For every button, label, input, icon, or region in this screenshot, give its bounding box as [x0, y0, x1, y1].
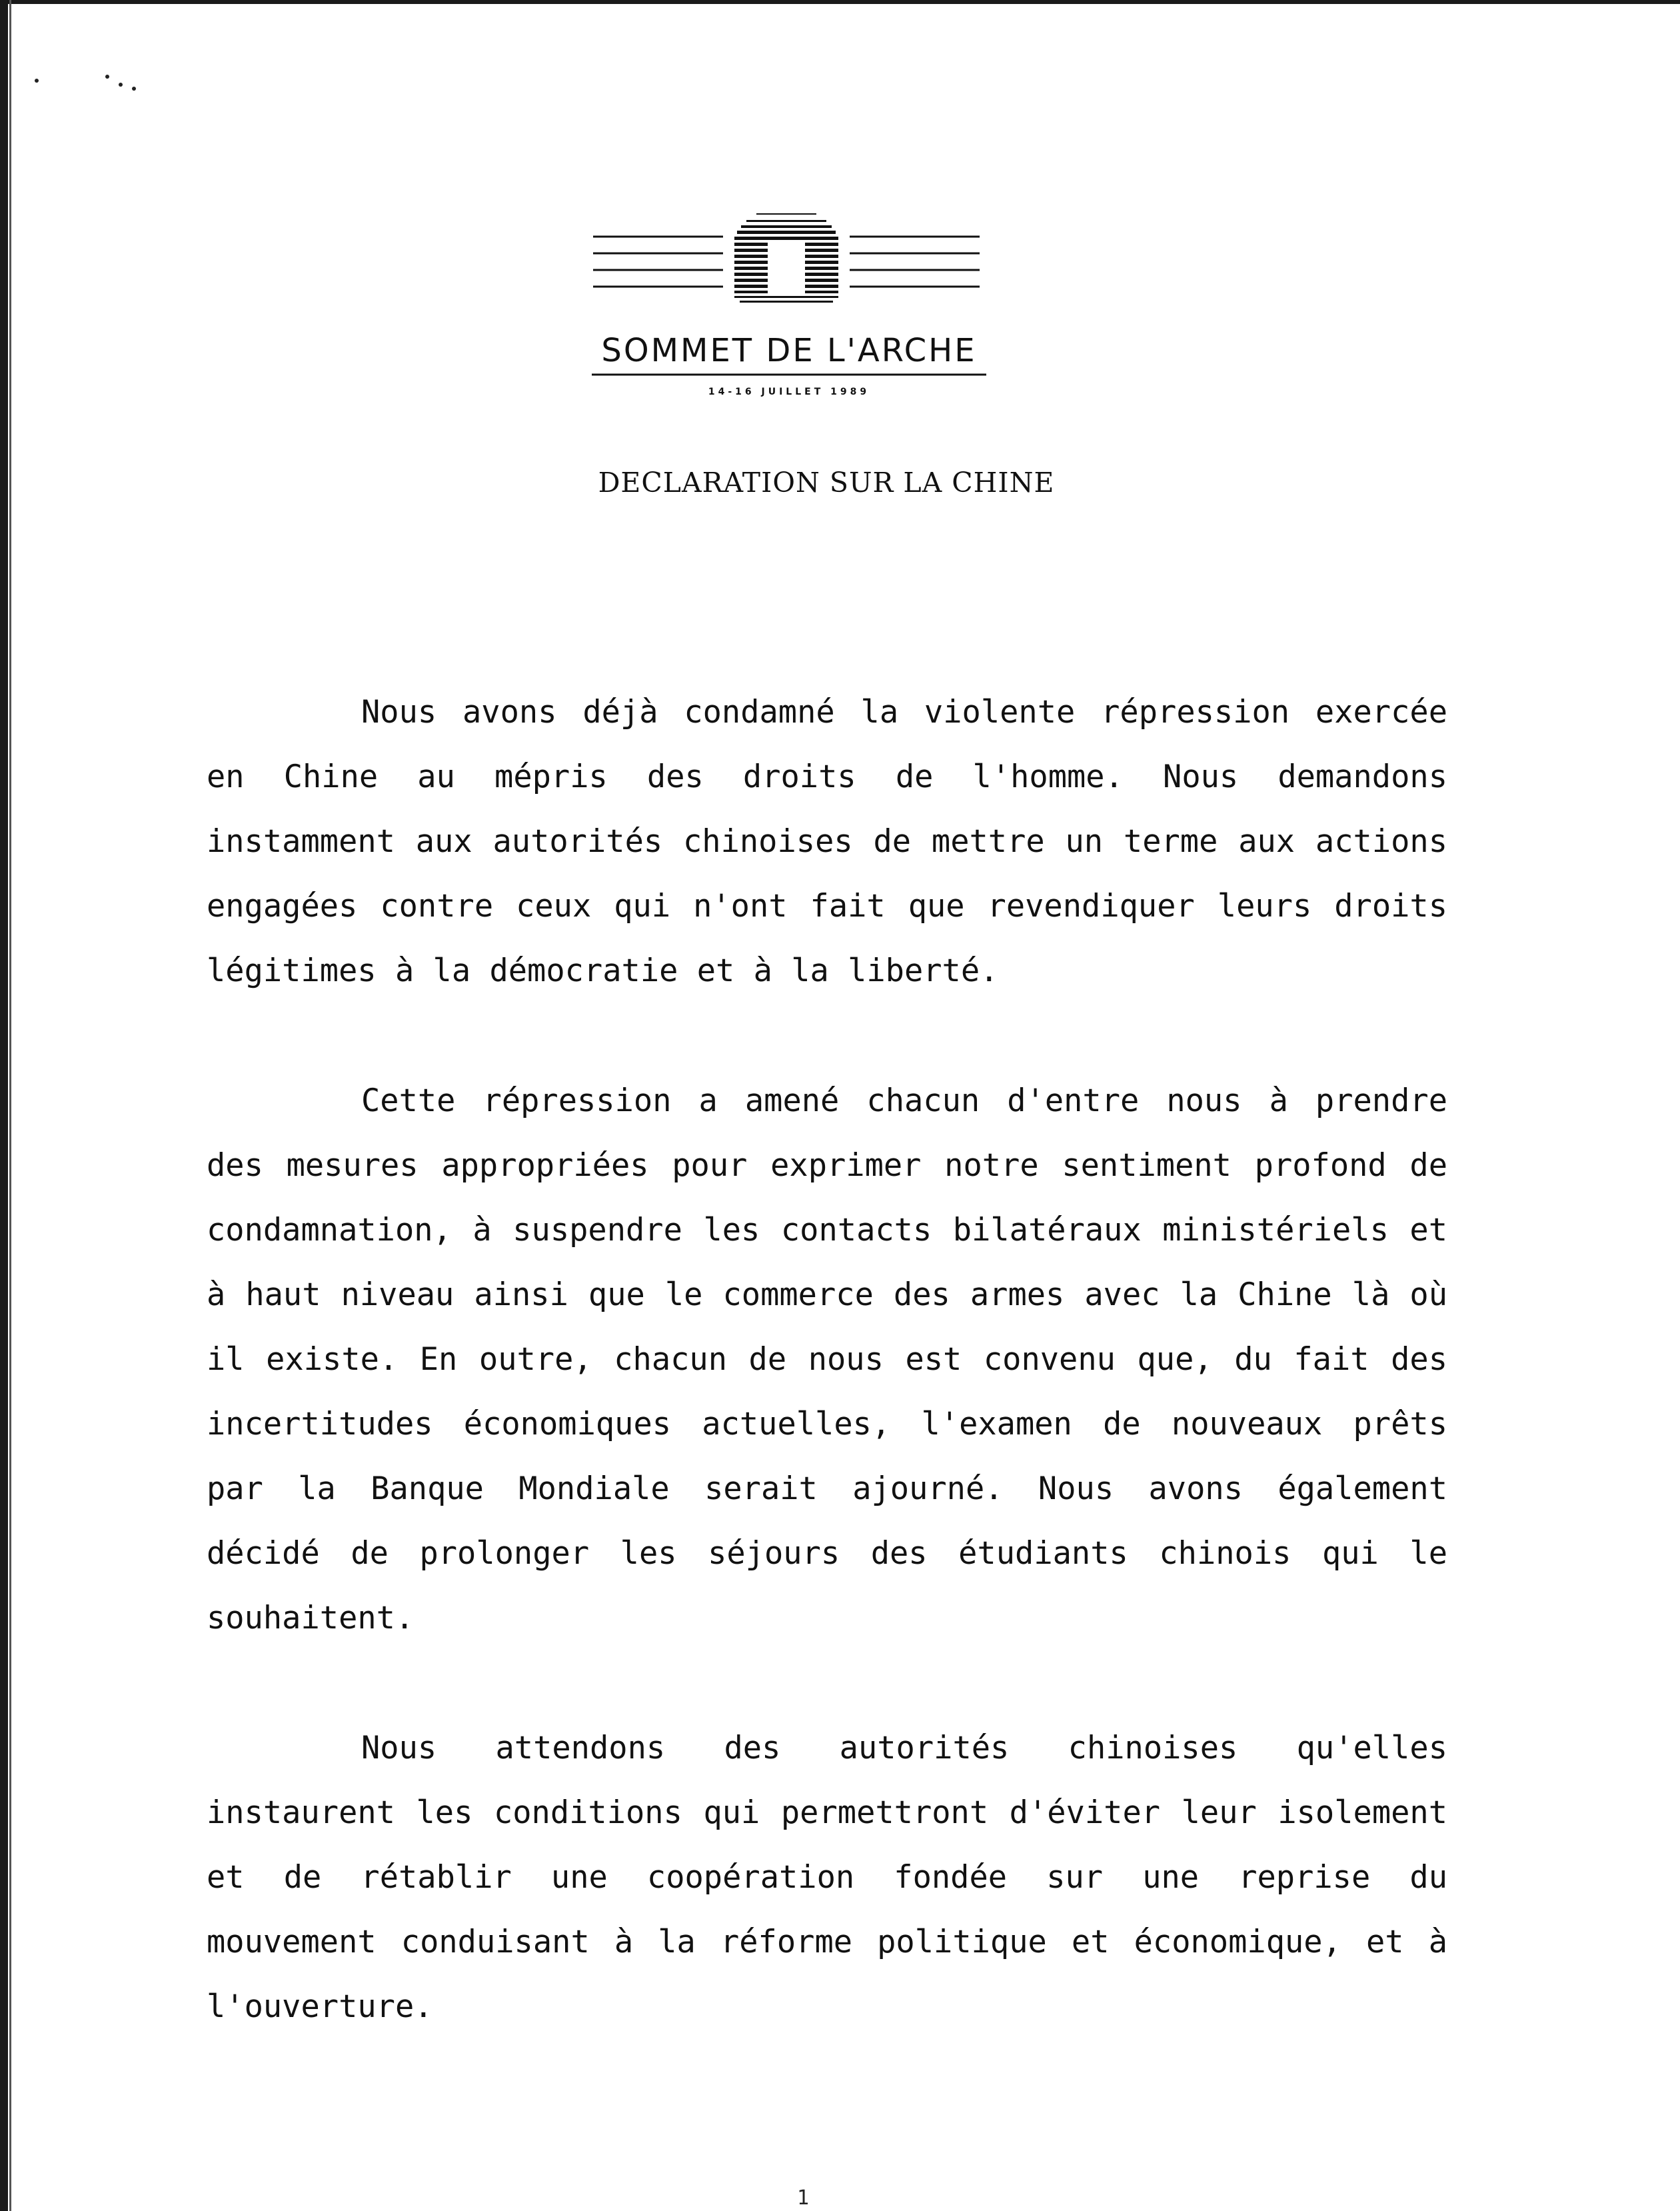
paragraph-2: Cette répression a amené chacun d'entre nous à prendre des mesures appropriées pour exprimer notre sentiment profond de condamnation, à suspendre les contacts bilatéraux ministériels et à haut niveau ainsi que le commerce des armes avec la Chine là où il existe. En outre, chacun de nous est convenu que, du fait des incertitudes économiques actuelles, l'examen de nouveaux prêts par la Banque Mondiale serait ajourné. Nous avons également décidé de prolonger les séjours des étudiants chinois qui le souhaitent. — [207, 1083, 1447, 1636]
document-title: DECLARATION SUR LA CHINE — [598, 467, 1055, 499]
paragraph-1: Nous avons déjà condamné la violente répression exercée en Chine au mépris des droits de l'homme. Nous demandons instamment aux autorités chinoises de mettre un terme aux actions engagées contre ceux qui n'ont fait que revendiquer leurs droits légitimes à la démocratie et à la liberté. — [207, 694, 1447, 989]
scan-speck — [119, 83, 123, 87]
page-left-border — [0, 0, 8, 2211]
page-top-border — [0, 0, 1680, 4]
letterhead-name: SOMMET DE L'ARCHE — [601, 332, 977, 369]
page-number: 1 — [797, 2186, 810, 2210]
scan-speck — [35, 79, 39, 83]
scan-speck — [105, 75, 109, 79]
scan-speck — [132, 87, 136, 91]
letterhead-dates: 14-16 JUILLET 1989 — [708, 387, 870, 397]
arche-logo — [586, 200, 993, 400]
paragraph-3: Nous attendons des autorités chinoises qu'elles instaurent les conditions qui permettront d'éviter leur isolement et de rétablir une coopération fondée sur une reprise du mouvement conduisant à la réforme politique et économique, et à l'ouverture. — [207, 1730, 1447, 2025]
page-left-border-inner — [9, 0, 11, 2211]
